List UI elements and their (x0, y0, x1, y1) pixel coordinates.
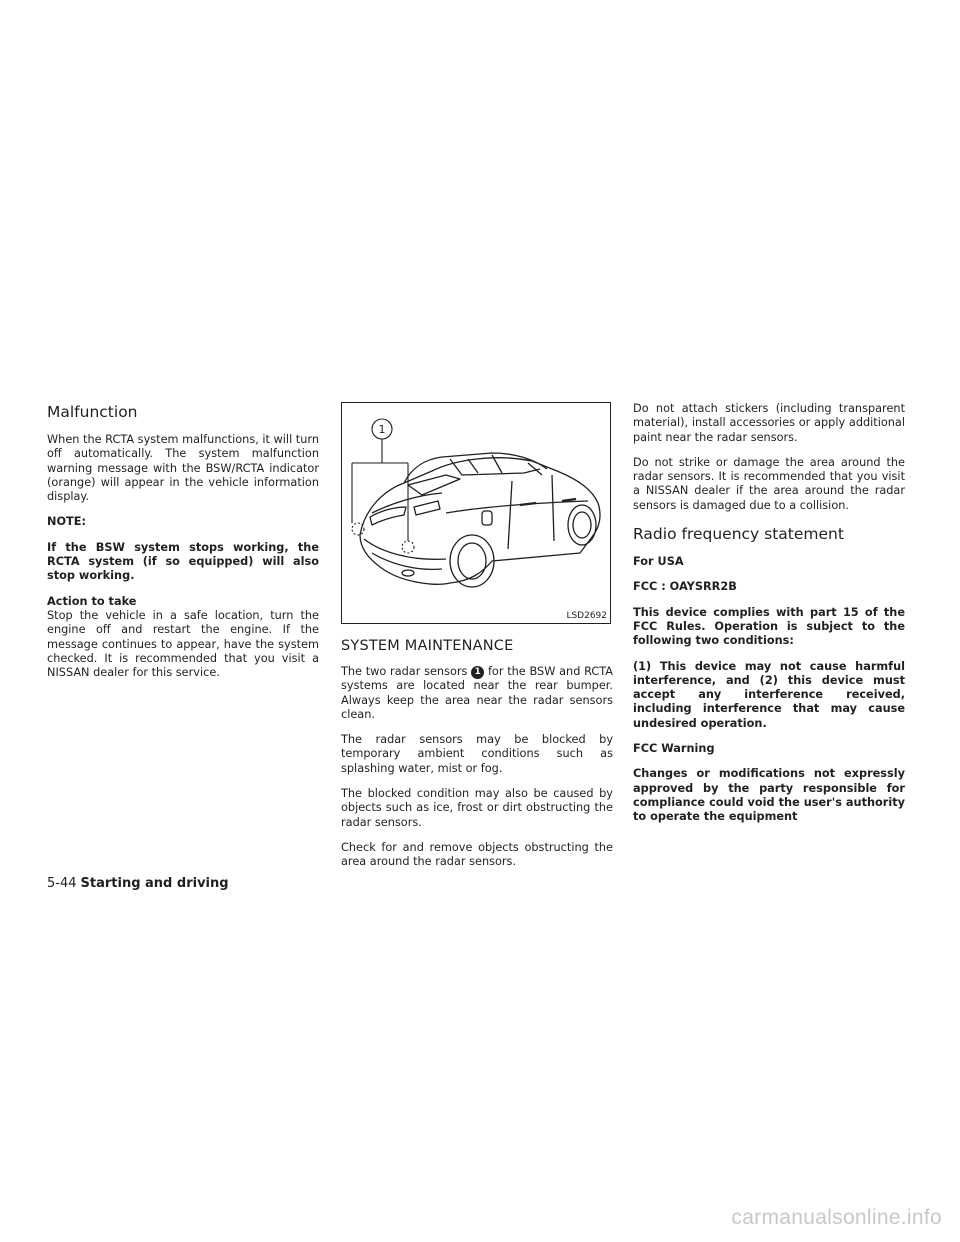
fcc-compliance-text: This device complies with part 15 of the FCC Rules. Operation is subject to the following two conditions: (633, 605, 905, 648)
fcc-warning-label: FCC Warning (633, 742, 715, 756)
section-title: Starting and driving (80, 876, 229, 891)
note-label: NOTE: (47, 515, 86, 529)
stickers-text: Do not attach stickers (including transparent material), install accessories or apply additional paint near the radar sensors. (633, 402, 905, 444)
radio-frequency-heading: Radio frequency statement (633, 525, 844, 544)
radar-sensor-figure (341, 402, 611, 624)
figure-callout-number: 1 (378, 423, 386, 436)
car-rear-illustration (342, 403, 611, 624)
malfunction-heading: Malfunction (47, 403, 138, 421)
maintenance-p1: The two radar sensors 1 for the BSW and RCTA systems are located near the rear bumper. Always keep the area near the radar sensors clean. (341, 665, 614, 721)
maintenance-p3: The blocked condition may also be caused by objects such as ice, frost or dirt obstructing the radar sensors. (341, 787, 613, 829)
note-text: If the BSW system stops working, the RCTA system (if so equipped) will also stop working. (47, 540, 319, 583)
action-text: Stop the vehicle in a safe location, turn the engine off and restart the engine. If the message continues to appear, have the system checked. It is recommended that you visit a NISSAN dealer for this service. (47, 608, 319, 680)
column-middle (341, 402, 613, 881)
for-usa: For USA (633, 555, 684, 569)
sensor-marker-icon: 1 (471, 666, 484, 679)
figure-code: LSD2692 (566, 611, 607, 621)
action-heading: Action to take (47, 594, 137, 608)
maintenance-p4: Check for and remove objects obstructing the area around the radar sensors. (341, 840, 613, 869)
fcc-warning-text: Changes or modifications not expressly approved by the party responsible for compliance could void the user's authority to operate the equipment (633, 767, 905, 824)
watermark: carmanualsonline.info (731, 1206, 942, 1229)
malfunction-text: When the RCTA system malfunctions, it will turn off automatically. The system malfunction warning message with the BSW/RCTA indicator (orange) will appear in the vehicle information display. (47, 433, 319, 504)
column-left (47, 402, 319, 691)
system-maintenance-heading: SYSTEM MAINTENANCE (341, 638, 514, 654)
damage-text: Do not strike or damage the area around the radar sensors. It is recommended that you visit a NISSAN dealer if the area around the radar sensors is damaged due to a collision. (633, 455, 905, 512)
fcc-conditions-text: (1) This device may not cause harmful interference, and (2) this device must accept any interference received, including interference that may cause undesired operation. (633, 659, 905, 730)
page-footer (47, 876, 229, 891)
maintenance-p2: The radar sensors may be blocked by temporary ambient conditions such as splashing water, mist or fog. (341, 733, 613, 775)
page-number: 5-44 (47, 876, 77, 891)
fcc-id: FCC : OAYSRR2B (633, 580, 737, 594)
column-right (633, 402, 905, 836)
